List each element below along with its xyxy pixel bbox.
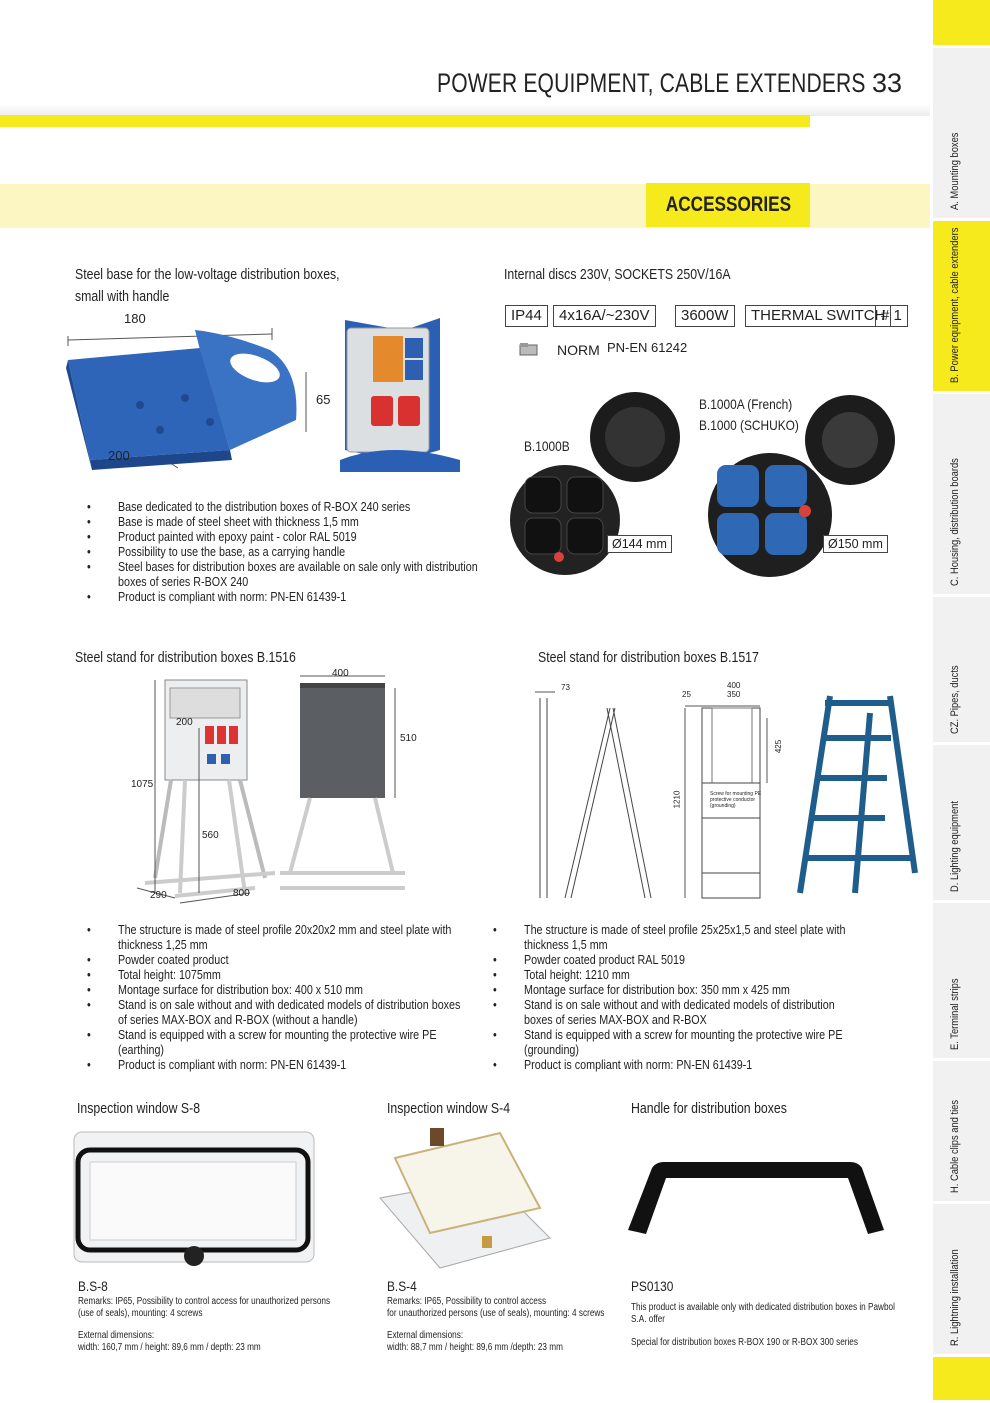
- dim-1517-350: 350: [727, 690, 741, 699]
- sidebar-item-label: CZ. Pipes, ducts: [949, 665, 961, 734]
- dim-65: 65: [316, 392, 331, 407]
- steel-base-illustration: [60, 310, 470, 490]
- s4-remarks2: for unauthorized persons (use of seals), mounting: 4 screws: [387, 1308, 605, 1319]
- list-item: • Product painted with epoxy paint - color RAL 5019: [75, 530, 479, 545]
- s4-remarks: Remarks: IP65, Possibility to control access: [387, 1296, 547, 1307]
- list-item: • Product is compliant with norm: PN-EN 61439-1: [481, 1058, 859, 1073]
- badge-power: 3600W: [675, 305, 735, 327]
- section-tag: [646, 183, 810, 227]
- list-item: • Base is made of steel sheet with thickness 1,5 mm: [75, 515, 479, 530]
- dim-1516-200: 200: [176, 717, 193, 728]
- list-item: • Base dedicated to the distribution boxes of R-BOX 240 series: [75, 500, 479, 515]
- norm-label: NORM: [557, 342, 600, 358]
- s4-title: Inspection window S-4: [387, 1100, 511, 1117]
- badge-current: 4x16A/~230V: [553, 305, 656, 327]
- sidebar-bottom-marker: [933, 1357, 990, 1403]
- discs-title: Internal discs 230V, SOCKETS 250V/16A: [504, 266, 731, 283]
- dim-1516-560: 560: [202, 830, 219, 841]
- list-item: • Possibility to use the base, as a carrying handle: [75, 545, 479, 560]
- dim-1516-290: 290: [150, 890, 167, 901]
- list-item: • Stand is equipped with a screw for mounting the protective wire PE (grounding): [481, 1028, 859, 1058]
- norm-value: PN-EN 61242: [607, 340, 688, 355]
- s8-ext: width: 160,7 mm / height: 89,6 mm / depth: 23 mm: [78, 1342, 261, 1353]
- s4-ext: width: 88,7 mm / height: 89,6 mm /depth: 23 mm: [387, 1342, 563, 1353]
- disc-sockets-illustration: [505, 385, 915, 585]
- badge-hash: # 1: [875, 305, 908, 327]
- base-title-line1: Steel base for the low-voltage distribution boxes,: [75, 266, 340, 283]
- dim-1516-510: 510: [400, 733, 417, 744]
- dim-1517-25: 25: [682, 690, 691, 699]
- stand1517-title: Steel stand for distribution boxes B.1517: [538, 649, 759, 666]
- dim-180: 180: [124, 311, 146, 326]
- list-item: • Stand is on sale without and with dedicated models of distribution boxes of series MAX-BOX and R-BOX: [481, 998, 859, 1028]
- sidebar-item-label: C. Housing, distribution boards: [949, 458, 961, 586]
- sidebar-item-label: R. Lightning installation: [949, 1249, 961, 1346]
- sidebar-item-lighting[interactable]: [933, 745, 990, 903]
- badge-thermal: THERMAL SWITCH: [745, 305, 891, 327]
- list-item: • Montage surface for distribution box: 350 mm x 425 mm: [481, 983, 859, 998]
- badge-ip44: IP44: [505, 305, 548, 327]
- s8-remarks: Remarks: IP65, Possibility to control access for unauthorized persons: [78, 1296, 331, 1307]
- sidebar-item-housing[interactable]: [933, 394, 990, 597]
- handle-title: Handle for distribution boxes: [631, 1100, 787, 1117]
- dim-1517-73: 73: [561, 683, 570, 692]
- stand1516-illustration: [125, 668, 425, 918]
- dim-1516-1075: 1075: [131, 779, 154, 790]
- sidebar-item-label: H. Cable clips and ties: [949, 1099, 961, 1193]
- page-number: 33: [872, 68, 903, 98]
- list-item: • Product is compliant with norm: PN-EN 61439-1: [75, 590, 479, 605]
- page-title: POWER EQUIPMENT, CABLE EXTENDERS: [437, 68, 866, 98]
- chapter-sidebar: [933, 0, 990, 1400]
- list-item: • Steel bases for distribution boxes are available on sale only with distribution boxes of series R-BOX 240: [75, 560, 479, 590]
- list-item: • Montage surface for distribution box: 400 x 510 mm: [75, 983, 466, 998]
- dim-1517-1210: 1210: [672, 790, 682, 809]
- base-bullets: [75, 500, 479, 605]
- sidebar-item-terminal-strips[interactable]: [933, 903, 990, 1061]
- s8-code: B.S-8: [78, 1278, 108, 1294]
- list-item: • Total height: 1075mm: [75, 968, 466, 983]
- s8-remarks2: (use of seals), mounting: 4 screws: [78, 1308, 203, 1319]
- sidebar-item-label: D. Lighting equipment: [949, 801, 961, 892]
- s8-illustration: [72, 1130, 317, 1272]
- s4-code: B.S-4: [387, 1278, 417, 1294]
- b1000-label: B.1000 (SCHUKO): [699, 417, 799, 433]
- handle-illustration: [622, 1160, 892, 1240]
- list-item: • Stand is on sale without and with dedicated models of distribution boxes of series MAX-BOX and R-BOX (without a handle): [75, 998, 466, 1028]
- stand1516-bullets: [75, 923, 466, 1073]
- dim-1517-425: 425: [774, 739, 784, 754]
- dim-1516-800: 800: [233, 888, 250, 899]
- section-tag-label: ACCESSORIES: [665, 193, 791, 216]
- list-item: • Total height: 1210 mm: [481, 968, 859, 983]
- sidebar-item-label: A. Mounting boxes: [949, 132, 961, 210]
- sidebar-item-cable-clips[interactable]: [933, 1061, 990, 1204]
- screw-note: Screw for mounting PE protective conductor (grounding): [710, 791, 762, 809]
- list-item: • Powder coated product: [75, 953, 466, 968]
- base-title-line2: small with handle: [75, 288, 170, 305]
- stand1516-title: Steel stand for distribution boxes B.1516: [75, 649, 296, 666]
- handle-note3: Special for distribution boxes R-BOX 190 or R-BOX 300 series: [631, 1337, 858, 1348]
- sidebar-item-label: B. Power equipment, cable extenders: [949, 227, 961, 383]
- s8-title: Inspection window S-8: [77, 1100, 201, 1117]
- sidebar-item-power-equipment[interactable]: [933, 221, 990, 394]
- sidebar-item-mounting-boxes[interactable]: [933, 48, 990, 221]
- diameter-144: Ø144 mm: [607, 535, 672, 553]
- list-item: • The structure is made of steel profile 20x20x2 mm and steel plate with thickness 1,25 mm: [75, 923, 466, 953]
- sidebar-item-label: E. Terminal strips: [949, 978, 961, 1050]
- dim-1516-400: 400: [332, 668, 349, 679]
- sidebar-item-lightning[interactable]: [933, 1204, 990, 1357]
- sidebar-top-marker: [933, 0, 990, 48]
- dim-200: 200: [108, 448, 130, 463]
- dim-1517-400: 400: [727, 681, 741, 690]
- s8-ext-label: External dimensions:: [78, 1330, 155, 1341]
- b1000b-label: B.1000B: [524, 438, 570, 454]
- stand1517-bullets: [481, 923, 859, 1073]
- s4-illustration: [370, 1118, 570, 1278]
- norm-icon: [519, 342, 539, 356]
- handle-note1: This product is available only with dedicated distribution boxes in Pawbol: [631, 1302, 895, 1313]
- b1000a-label: B.1000A (French): [699, 396, 793, 412]
- s4-ext-label: External dimensions:: [387, 1330, 464, 1341]
- sidebar-item-pipes[interactable]: [933, 597, 990, 745]
- diameter-150: Ø150 mm: [823, 535, 888, 553]
- list-item: • Stand is equipped with a screw for mounting the protective wire PE (earthing): [75, 1028, 466, 1058]
- handle-note2: S.A. offer: [631, 1314, 666, 1325]
- header-accent-bar: [0, 115, 810, 127]
- handle-code: PS0130: [631, 1278, 674, 1294]
- list-item: • Product is compliant with norm: PN-EN 61439-1: [75, 1058, 466, 1073]
- list-item: • The structure is made of steel profile 25x25x1,5 and steel plate with thickness 1,5 mm: [481, 923, 859, 953]
- list-item: • Powder coated product RAL 5019: [481, 953, 859, 968]
